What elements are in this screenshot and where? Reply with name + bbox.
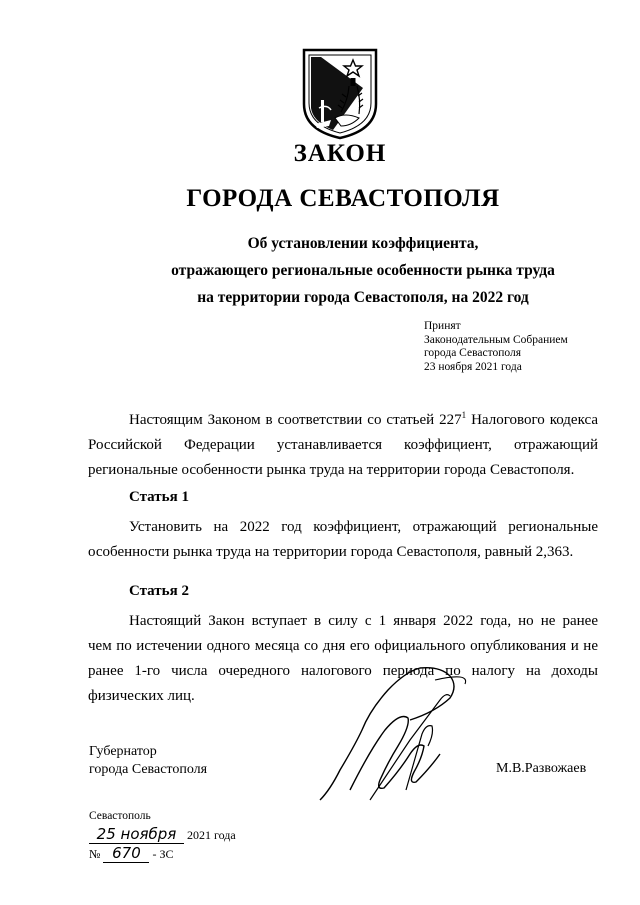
paragraph-line: Установить на 2022 год коэффициент, отражающий региональные	[129, 519, 598, 535]
handwritten-number: 670	[103, 844, 149, 863]
signatory-position-line: Губернатор	[89, 744, 157, 759]
signing-date	[89, 825, 236, 844]
adoption-note-line: города Севастополя	[424, 347, 521, 359]
paragraph-line: Российской Федерации устанавливается коэффициент, отражающий	[88, 437, 598, 453]
date-suffix: 2021 года	[187, 828, 236, 842]
preamble-paragraph	[88, 403, 598, 483]
signing-place: Севастополь	[89, 810, 151, 822]
paragraph-line: Настоящим Законом в соответствии со статьей $227^1$ Налогового кодекса	[129, 410, 598, 428]
adoption-note-line: Принят	[424, 320, 461, 332]
article-2-heading: Статья 2	[129, 583, 189, 599]
superscript-index: 1	[461, 410, 467, 420]
signatory-position	[89, 743, 207, 779]
law-number	[89, 844, 173, 863]
adoption-note-line: 23 ноября 2021 года	[424, 360, 522, 373]
number-sign: №	[89, 847, 101, 861]
subtitle-line: Об установлении коэффициента,	[247, 235, 479, 252]
handwritten-signature	[310, 650, 500, 820]
subtitle-line: на территории города Севастополя, на 2022 год	[197, 289, 529, 306]
adoption-note	[424, 320, 568, 374]
number-suffix: - ЗС	[152, 847, 174, 861]
adoption-note-line: Законодательным Собранием	[424, 333, 568, 346]
paragraph-line: региональные особенности рынка труда на территории города Севастополя.	[88, 462, 575, 478]
paragraph-line: ранее 1-го числа очередного налогового периода по налогу на доходы	[88, 663, 598, 679]
sevastopol-coat-of-arms-emblem	[301, 48, 379, 140]
subtitle-line: отражающего региональные особенности рынка труда	[171, 262, 555, 279]
document-type-title: ЗАКОН	[293, 140, 387, 167]
paragraph-line: особенности рынка труда на территории города Севастополя, равный 2,363.	[88, 544, 574, 560]
paragraph-line: физических лиц.	[88, 688, 195, 704]
paragraph-line: чем по истечении одного месяца со дня его официального опубликования и не	[88, 638, 598, 654]
paragraph-line: Настоящий Закон вступает в силу с 1 января 2022 года, но не ранее	[129, 613, 598, 629]
handwritten-date: 25 ноября	[89, 825, 184, 844]
issuer-title: ГОРОДА СЕВАСТОПОЛЯ	[186, 185, 500, 212]
signatory-name: М.В.Развожаев	[496, 761, 587, 776]
article-1-heading: Статья 1	[129, 489, 189, 505]
article-1-paragraph	[88, 515, 598, 565]
law-subject-title	[60, 230, 640, 311]
signatory-position-line: города Севастополя	[89, 762, 208, 777]
